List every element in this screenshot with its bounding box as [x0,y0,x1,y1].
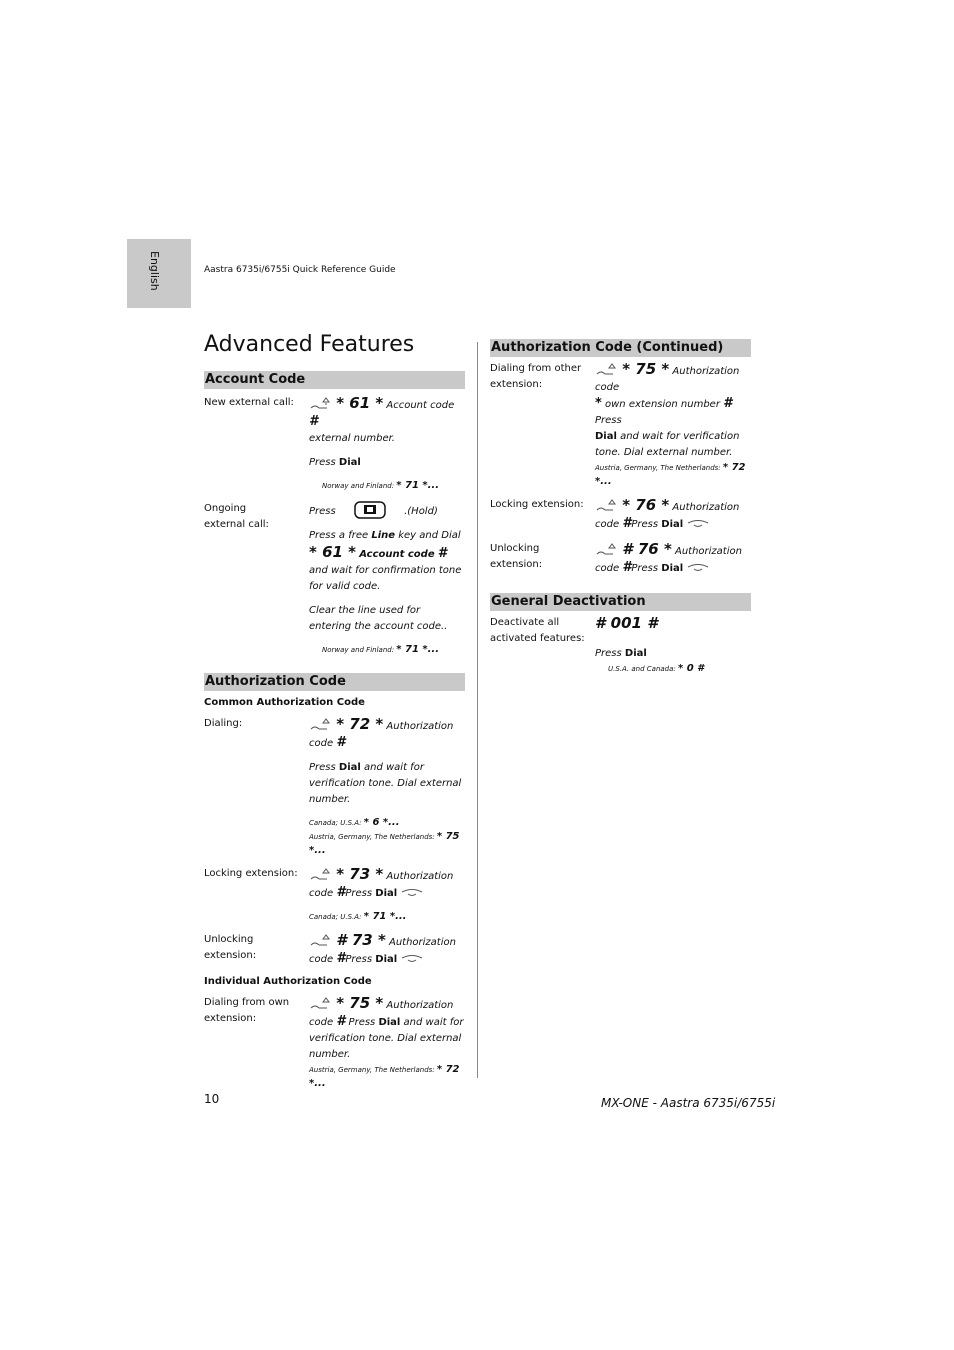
authorization-continued-heading: Authorization Code (Continued) [490,339,751,357]
unlocking-extension-row-continued: Unlocking extension: # 76 * Authorization code #Press Dial [490,540,742,575]
handset-lift-icon [595,362,619,376]
handset-lift-icon [309,867,333,881]
authorization-code-heading: Authorization Code [204,673,465,691]
account-code-heading: Account Code [204,371,465,389]
general-deactivation-heading: General Deactivation [490,593,751,611]
language-tab [127,239,191,308]
page-title: Advanced Features [204,332,415,357]
dialing-row: Dialing: * 72 * Authorization code # Press Dial and wait for verification tone. Dial external number. Canada; U.S.A: * 6 *... Austria, Germany, The Netherlands: * 75 *... [204,715,462,856]
handset-down-icon [686,519,710,529]
running-header: Aastra 6735i/6755i Quick Reference Guide [204,265,396,275]
footer-model: MX-ONE - Aastra 6735i/6755i [601,1096,776,1110]
handset-down-icon [400,888,424,898]
handset-down-icon [400,954,424,964]
locking-extension-row: Locking extension: * 73 * Authorization code #Press Dial Canada; U.S.A: * 71 *... [204,865,454,922]
individual-authorization-subheading: Individual Authorization Code [204,976,372,987]
common-authorization-subheading: Common Authorization Code [204,697,365,708]
new-external-call-row: New external call: * 61 * Account code # external number. Press Dial Norway and Finland: * 71 *... [204,394,455,491]
hold-key-icon [339,501,401,519]
handset-down-icon [686,563,710,573]
left-column [204,371,465,1091]
dialing-other-extension-row: Dialing from other extension: * 75 * Authorization code * own extension number # Press Dial and wait for verification tone. Dial external number. Austria, Germany, The Netherlands: * 72 *... [490,360,746,487]
dialing-own-extension-row: Dialing from own extension: * 75 * Authorization code # Press Dial and wait for verification tone. Dial external number. Austria, Germany, The Netherlands: * 72 *... [204,994,464,1089]
ongoing-external-call-row: Ongoing external call: Press .(Hold) Press a free Line key and Dial * 61 * Account code # and wait for confirmation tone for valid code. Clear the line used for entering the account code.. Norway and Finland: * 71 *... [204,503,462,655]
right-column [490,339,751,676]
handset-lift-icon [595,498,619,512]
handset-lift-icon [309,933,333,947]
handset-lift-icon [309,996,333,1010]
handset-lift-icon [309,396,333,410]
unlocking-extension-row: Unlocking extension: # 73 * Authorization code #Press Dial [204,931,456,966]
locking-extension-row-continued: Locking extension: * 76 * Authorization code #Press Dial [490,496,740,531]
handset-lift-icon [309,717,333,731]
column-divider [477,342,478,1078]
new-external-call-label: New external call: [204,397,294,408]
language-tab-label: English [148,251,161,291]
deactivate-all-row: Deactivate all activated features: # 001 # Press Dial U.S.A. and Canada: * 0 # [490,614,705,674]
handset-lift-icon [595,542,619,556]
page-number: 10 [204,1092,220,1106]
